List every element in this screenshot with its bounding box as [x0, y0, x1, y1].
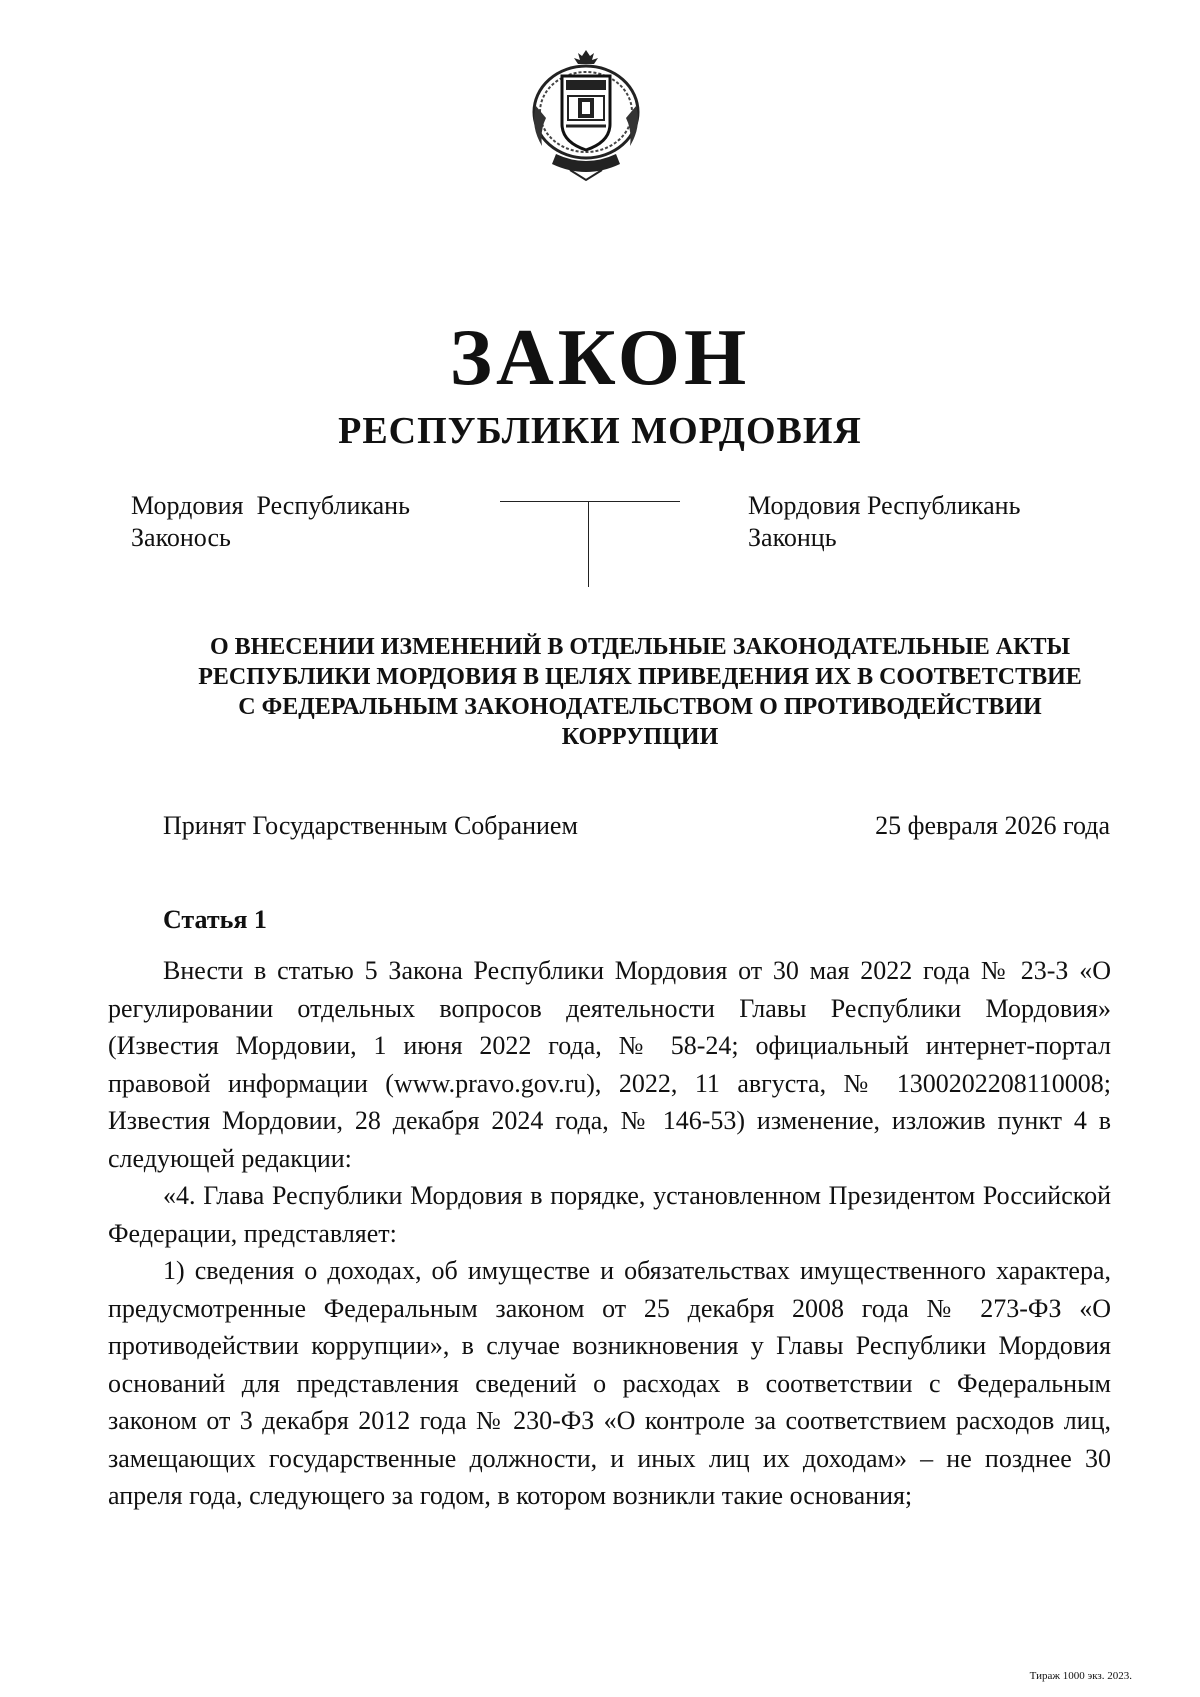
document-title: ЗАКОН	[449, 314, 751, 402]
national-right-line-2: Законць	[748, 523, 837, 552]
body-paragraph-3: 1) сведения о доходах, об имуществе и обязательствах имущественного характера, предусмотренные Федеральным законом от 25 декабря 2008 года № 273-ФЗ «О противодействии коррупции», в случае возникновения у Главы Республики Мордовия оснований для представления сведений о расходах в соответствии с Федеральным законом от 3 декабря 2012 года № 230-ФЗ «О контроле за соответствием расходов лиц, замещающих государственные должности, и иных лиц их доходам» – не позднее 30 апреля года, следующего за годом, в котором возникли такие основания;	[108, 1256, 1111, 1510]
law-heading	[160, 632, 1120, 752]
national-title-right	[748, 490, 1088, 554]
law-heading-line-3: С ФЕДЕРАЛЬНЫМ ЗАКОНОДАТЕЛЬСТВОМ О ПРОТИВОДЕЙСТВИИ	[238, 694, 1042, 720]
national-title-left	[131, 490, 471, 554]
body-paragraph-1: Внести в статью 5 Закона Республики Мордовия от 30 мая 2022 года № 23-З «О регулировании отдельных вопросов деятельности Главы Республики Мордовия» (Известия Мордовии, 1 июня 2022 года, № 58-24; официальный интернет-портал правовой информации (www.pravo.gov.ru), 2022, 11 августа, № 1300202208110008; Известия Мордовии, 28 декабря 2024 года, № 146-53) изменение, изложив пункт 4 в следующей редакции:	[108, 956, 1111, 1173]
law-heading-line-1: О ВНЕСЕНИИ ИЗМЕНЕНИЙ В ОТДЕЛЬНЫЕ ЗАКОНОДАТЕЛЬНЫЕ АКТЫ	[209, 634, 1071, 660]
signature-line-vertical	[588, 501, 589, 587]
law-heading-line-2: РЕСПУБЛИКИ МОРДОВИЯ В ЦЕЛЯХ ПРИВЕДЕНИЯ ИХ В СООТВЕТСТВИЕ	[198, 664, 1082, 690]
print-run-footer: Тираж 1000 экз. 2023.	[1029, 1670, 1132, 1682]
article-body	[108, 952, 1111, 1515]
coat-of-arms-icon	[526, 46, 646, 186]
signature-line-horizontal	[500, 501, 680, 502]
national-right-line-1: Мордовия Республикань	[748, 491, 1021, 520]
national-left-line-2: Законось	[131, 523, 231, 552]
law-heading-line-4: КОРРУПЦИИ	[561, 724, 719, 750]
national-left-line-1: Мордовия Республикань	[131, 491, 410, 520]
adopted-date: 25 февраля 2026 года	[875, 811, 1110, 840]
body-paragraph-2: «4. Глава Республики Мордовия в порядке, установленном Президентом Российской Федерации, представляет:	[108, 1181, 1111, 1248]
document-subtitle: РЕСПУБЛИКИ МОРДОВИЯ	[338, 410, 862, 452]
adopted-label: Принят Государственным Собранием	[163, 811, 578, 840]
article-title: Статья 1	[163, 905, 267, 934]
